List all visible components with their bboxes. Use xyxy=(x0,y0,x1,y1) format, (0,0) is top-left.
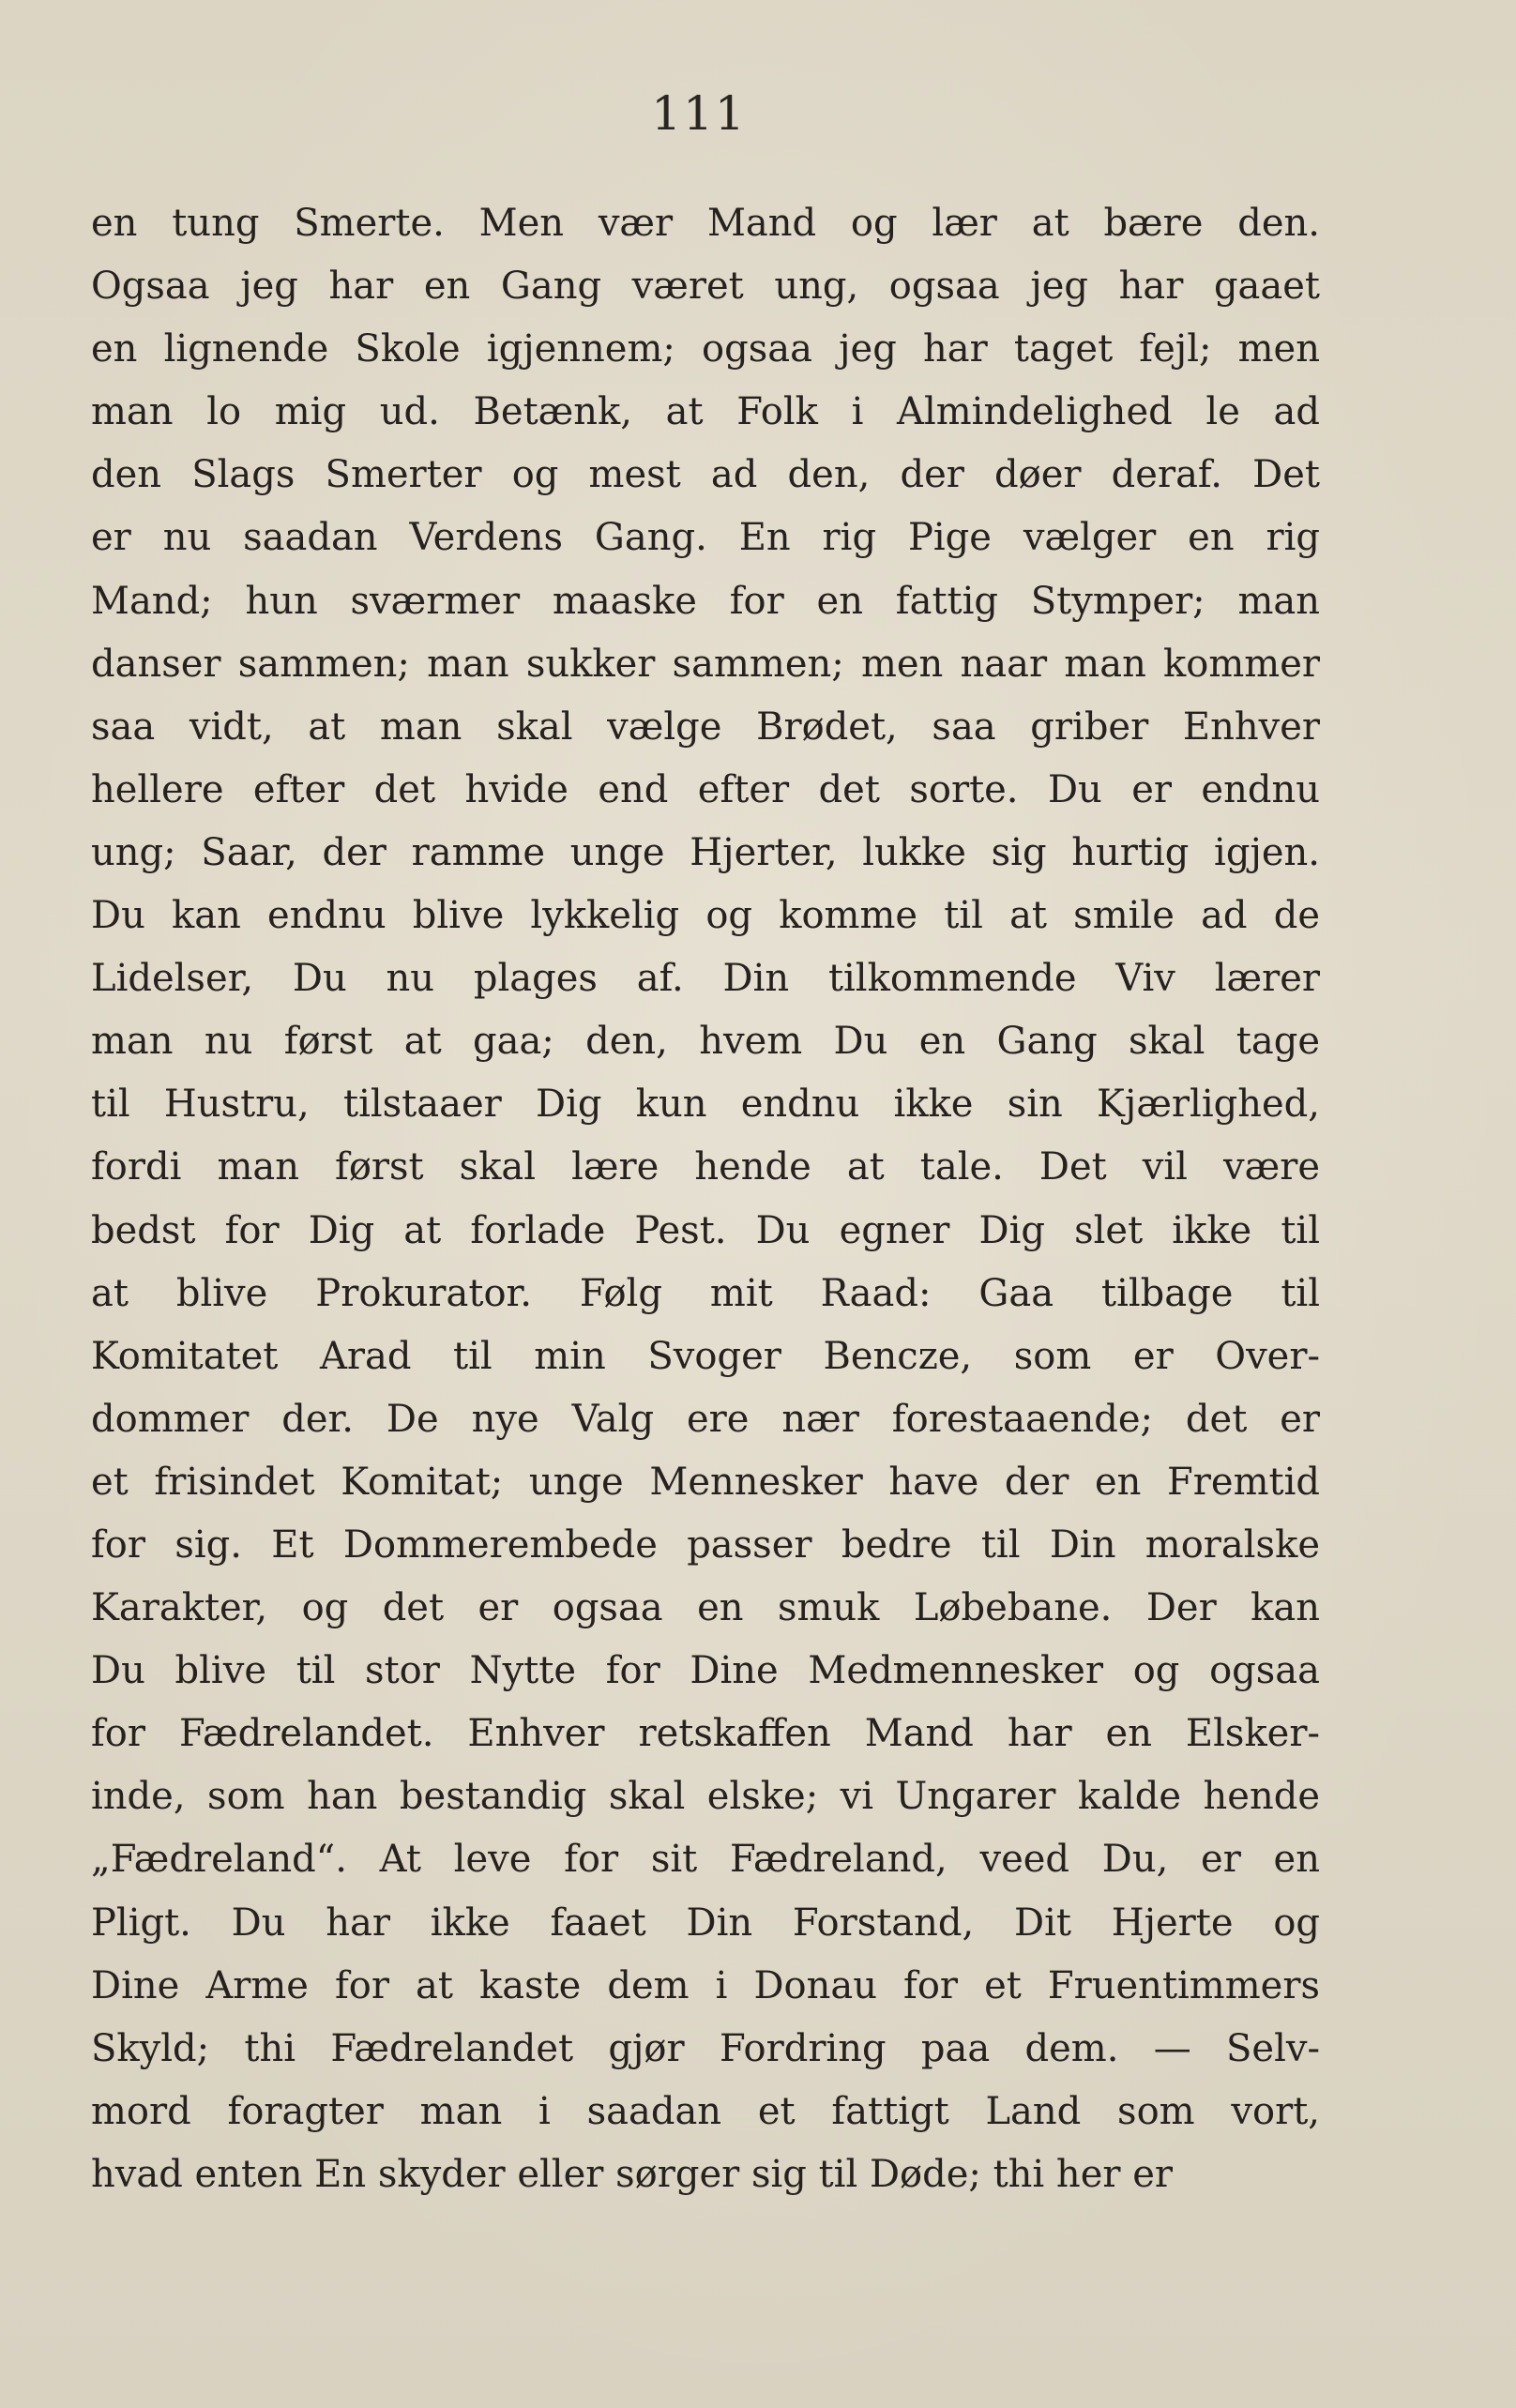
text-line: hvad enten En skyder eller sørger sig til Døde; thi her er xyxy=(91,2152,1173,2196)
text-line: ung; Saar, der ramme unge Hjerter, lukke sig hurtig igjen. xyxy=(91,830,1320,874)
text-line: inde, som han bestandig skal elske; vi Ungarer kalde hende xyxy=(91,1775,1320,1819)
text-line: Du blive til stor Nytte for Dine Medmennesker og ogsaa xyxy=(91,1649,1320,1693)
text-line: en lignende Skole igjennem; ogsaa jeg har taget fejl; men xyxy=(91,327,1320,371)
text-line: danser sammen; man sukker sammen; men naar man kommer xyxy=(91,642,1320,686)
text-line: „Fædreland“. At leve for sit Fædreland, veed Du, er en xyxy=(91,1838,1320,1882)
body-text xyxy=(91,192,1320,2206)
text-line: et frisindet Komitat; unge Mennesker have der en Fremtid xyxy=(91,1460,1320,1504)
text-line: en tung Smerte. Men vær Mand og lær at bære den. xyxy=(91,202,1320,245)
text-line: for sig. Et Dommerembede passer bedre til Din moralske xyxy=(91,1522,1320,1567)
page-number: 111 xyxy=(651,86,747,141)
text-line: Komitatet Arad til min Svoger Bencze, som er Over- xyxy=(91,1334,1320,1378)
text-line: dommer der. De nye Valg ere nær forestaaende; det er xyxy=(91,1397,1320,1441)
text-line: saa vidt, at man skal vælge Brødet, saa griber Enhver xyxy=(91,704,1320,749)
text-line: Du kan endnu blive lykkelig og komme til at smile ad de xyxy=(91,894,1320,938)
text-line: mord foragter man i saadan et fattigt Land som vort, xyxy=(91,2089,1320,2133)
text-line: Karakter, og det er ogsaa en smuk Løbebane. Der kan xyxy=(91,1586,1320,1630)
text-line: at blive Prokurator. Følg mit Raad: Gaa tilbage til xyxy=(91,1271,1320,1315)
text-line: den Slags Smerter og mest ad den, der døer deraf. Det xyxy=(91,453,1320,497)
text-line: hellere efter det hvide end efter det sorte. Du er endnu xyxy=(91,767,1320,811)
text-line: Skyld; thi Fædrelandet gjør Fordring paa dem. — Selv- xyxy=(91,2026,1320,2070)
text-line: man lo mig ud. Betænk, at Folk i Almindelighed le ad xyxy=(91,390,1320,434)
text-line: til Hustru, tilstaaer Dig kun endnu ikke sin Kjærlighed, xyxy=(91,1083,1320,1127)
text-line: Dine Arme for at kaste dem i Donau for et Fruentimmers xyxy=(91,1963,1320,2007)
text-line: Pligt. Du har ikke faaet Din Forstand, Dit Hjerte og xyxy=(91,1901,1320,1945)
text-line: bedst for Dig at forlade Pest. Du egner Dig slet ikke til xyxy=(91,1208,1320,1252)
text-line: er nu saadan Verdens Gang. En rig Pige vælger en rig xyxy=(91,516,1320,560)
text-line: for Fædrelandet. Enhver retskaffen Mand har en Elsker- xyxy=(91,1712,1320,1756)
text-line: fordi man først skal lære hende at tale. Det vil være xyxy=(91,1145,1320,1189)
text-line: Lidelser, Du nu plages af. Din tilkommende Viv lærer xyxy=(91,957,1320,1001)
text-line: man nu først at gaa; den, hvem Du en Gang skal tage xyxy=(91,1020,1320,1064)
text-line: Mand; hun sværmer maaske for en fattig Stymper; man xyxy=(91,579,1320,623)
text-line: Ogsaa jeg har en Gang været ung, ogsaa jeg har gaaet xyxy=(91,265,1320,309)
